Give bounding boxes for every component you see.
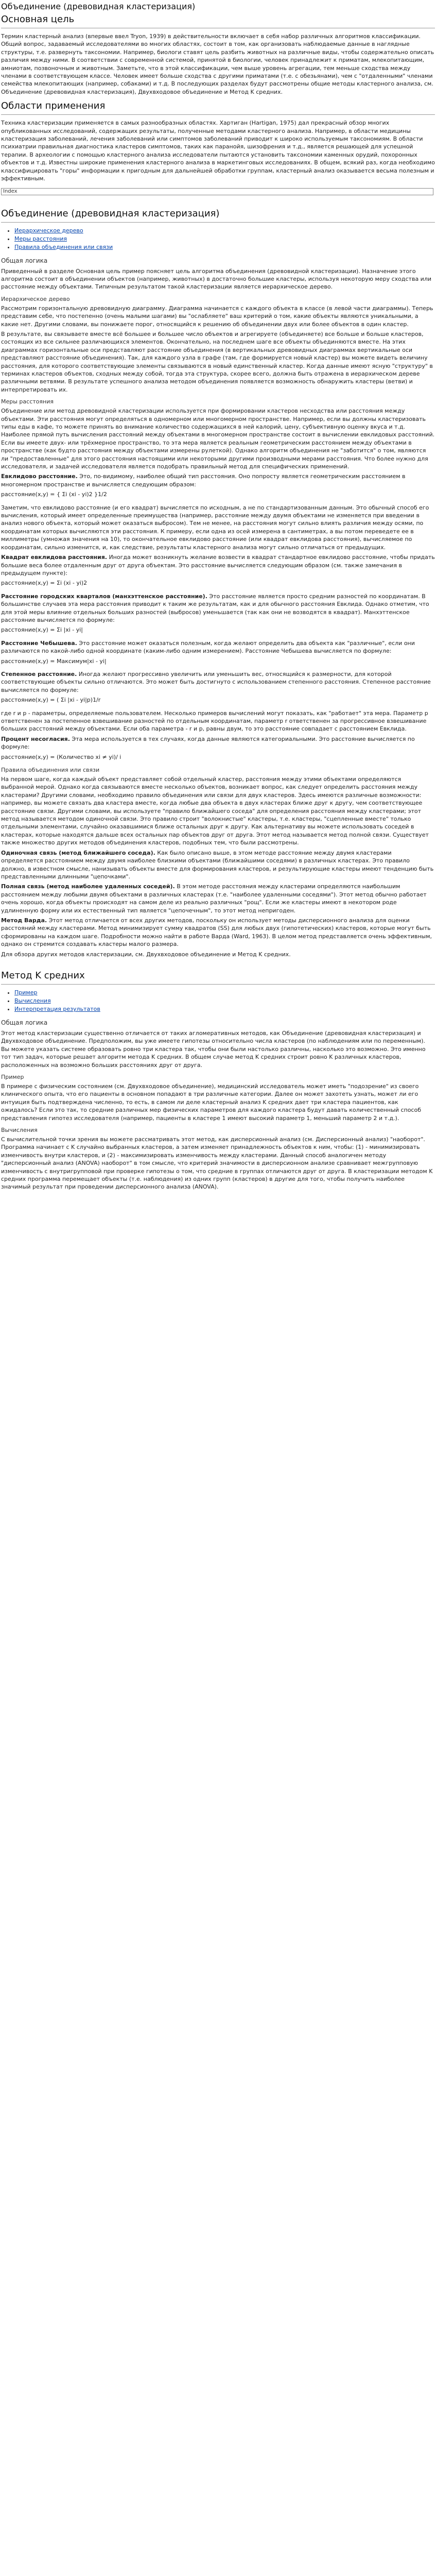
paragraph: В результате, вы связываете вместе всё большее и большее число объектов и агрегируете (объединяете) все больше и больше кластеров, состоящих из все сильнее различающихся элементов. Окончательно, на последнем шаге все объекты объединяются вместе. На этих диаграммах горизонтальные оси представляют расстояние объединения (в вертикальных древовидных диаграммах вертикальные оси представляют расстояние объединения). Так, для каждого узла в графе (там, где формируется новый кластер) вы можете видеть величину расстояния, для которого соответствующие элементы связываются в новый единственный кластер. Когда данные имеют ясную "структуру" в терминах кластеров объектов, сходных между собой, тогда эта структура, скорее всего, должна быть отражена в иерархическом дереве различными ветвями. В результате успешного анализа методом объединения появляется возможность обнаружить кластеры (ветви) и интерпретировать их. <box>1 330 433 393</box>
table-of-contents <box>1 227 435 251</box>
term: Метод Варда. <box>1 917 47 924</box>
subsection-title: Правила объединения или связи <box>1 767 100 774</box>
paragraph: Степенное расстояние. Иногда желают прогрессивно увеличить или уменьшить вес, относящийся к размерности, для которой соответствующие объекты сильно отличаются. Это может быть достигнуто с использованием степенного расстояния. Степенное расстояние вычисляется по формуле: <box>1 670 431 693</box>
page-title: Объединение (древовидная кластеризация) <box>1 2 196 11</box>
paragraph: Квадрат евклидова расстояния. Иногда может возникнуть желание возвести в квадрат стандартное евклидово расстояние, чтобы придать большие веса более отдаленным друг от друга объектам. Это расстояние вычисляется следующим образом (см. также замечания в предыдущем пункте): <box>1 554 435 577</box>
formula: расстояние(x,y) = ( Σi |xi - yi|p)1/r <box>1 697 101 704</box>
toc-link-example[interactable]: Пример <box>14 989 38 996</box>
toc-item <box>14 989 435 997</box>
divider <box>1 114 435 115</box>
formula: расстояние(x,y) = { Σi (xi - yi)2 }1/2 <box>1 491 107 498</box>
toc-link-calculations[interactable]: Вычисления <box>14 997 51 1004</box>
toc-item <box>14 227 435 235</box>
index-search-input[interactable] <box>1 188 433 195</box>
paragraph: Заметим, что евклидово расстояние (и его квадрат) вычисляется по исходным, а не по стандартизованным данным. Это обычный способ его вычисления, который имеет определенные преимущества (например, расстояние между двумя объектами не изменяется при введении в анализ нового объекта, который может оказаться выбросом). Тем не менее, на расстояния могут сильно влиять различия между осями, по координатам которых вычисляются эти расстояния. К примеру, если одна из осей измерена в сантиметрах, а вы потом переведете ее в миллиметры (умножая значения на 10), то окончательное евклидово расстояние (или квадрат евклидова расстояния), вычисляемое по координатам, сильно изменится, и, как следствие, результаты кластерного анализа могут сильно отличаться от предыдущих. <box>1 504 429 551</box>
section-title-main-goal: Основная цель <box>1 14 75 25</box>
subsection-title: Общая логика <box>1 1019 48 1026</box>
subsection-title: Меры расстояния <box>1 398 54 405</box>
paragraph: Полная связь (метод наиболее удаленных соседей). В этом методе расстояния между кластерами определяются наибольшим расстоянием между любыми двумя объектами в различных кластерах (т.е. "наиболее удаленными соседями"). Этот метод обычно работает очень хорошо, когда объекты происходят на самом деле из реально различных "рощ". Если же кластеры имеют в некотором роде удлиненную форму или их естественный тип является "цепочечным", то этот метод непригоден. <box>1 883 427 914</box>
paragraph: Техника кластеризации применяется в самых разнообразных областях. Хартиган (Hartigan, 1975) дал прекрасный обзор многих опубликованных исследований, содержащих результаты, полученные методами кластерного анализа. Например, в области медицины кластеризация заболеваний, лечения заболеваний или симптомов заболеваний приводит к широко используемым таксономиям. В области психиатрии правильная диагностика кластеров симптомов, таких как паранойя, шизофрения и т.д., является решающей для успешной терапии. В археологии с помощью кластерного анализа исследователи пытаются установить таксономии каменных орудий, похоронных объектов и т.д. Известны широкие применения кластерного анализа в маркетинговых исследованиях. В общем, всякий раз, когда необходимо классифицировать "горы" информации к пригодным для дальнейшей обработки группам, кластерный анализ оказывается весьма полезным и эффективным. <box>1 120 435 182</box>
paragraph: Термин кластерный анализ (впервые ввел Tryon, 1939) в действительности включает в себя набор различных алгоритмов классификации. Общий вопрос, задаваемый исследователями во многих областях, состоит в том, как организовать наблюдаемые данные в наглядные структуры, т.е. развернуть таксономии. Например, биологи ставят цель разбить животных на различные виды, чтобы содержательно описать различия между ними. В соответствии с современной системой, принятой в биологии, человек принадлежит к приматам, млекопитающим, амниотам, позвоночным и животным. Заметьте, что в этой классификации, чем выше уровень агрегации, тем меньше сходства между членами в соответствующем классе. Человек имеет больше сходства с другими приматами (т.е. с обезьянами), чем с "отдаленными" членами семейства млекопитающих (например, собаками) и т.д. В последующих разделах будут рассмотрены общие методы кластерного анализа, см. Объединение (древовидная кластеризация), Двухвходовое объединение и Метод K средних. <box>1 33 434 95</box>
toc-item <box>14 235 435 243</box>
toc-link-linkage-rules[interactable]: Правила объединения или связи <box>14 243 113 250</box>
term: Степенное расстояние. <box>1 670 77 677</box>
section-title-applications: Области применения <box>1 100 106 112</box>
toc-link-distance-measures[interactable]: Меры расстояния <box>14 235 67 242</box>
paragraph: На первом шаге, когда каждый объект представляет собой отдельный кластер, расстояния между этими объектами определяются выбранной мерой. Однако когда связываются вместе несколько объектов, возникает вопрос, как следует определить расстояния между кластерами? Другими словами, необходимо правило объединения или связи для двух кластеров. Здесь имеются различные возможности: например, вы можете связать два кластера вместе, когда любые два объекта в двух кластерах ближе друг к другу, чем соответствующее расстояние связи. Другими словами, вы используете "правило ближайшего соседа" для определения расстояния между кластерами; этот метод называется методом одиночной связи. Это правило строит "волокнистые" кластеры, т.е. кластеры, "сцепленные вместе" только отдельными элементами, случайно оказавшимися ближе остальных друг к другу. Как альтернативу вы можете использовать соседей в кластерах, которые находятся дальше всех остальных пар объектов друг от друга. Этот метод называется метод полной связи. Существует также множество других методов объединения кластеров, подобных тем, что были рассмотрены. <box>1 776 429 846</box>
section-title-tree-clustering: Объединение (древовидная кластеризация) <box>1 208 220 219</box>
paragraph: С вычислительной точки зрения вы можете рассматривать этот метод, как дисперсионный анализ (см. Дисперсионный анализ) "наоборот". Программа начинает с K случайно выбранных кластеров, а затем изменяет принадлежность объектов к ним, чтобы: (1) - минимизировать изменчивость внутри кластеров, и (2) - максимизировать изменчивость между кластерами. Данный способ аналогичен методу "дисперсионный анализ (ANOVA) наоборот" в том смысле, что критерий значимости в дисперсионном анализе сравнивает межгрупповую изменчивость с внутригрупповой при проверке гипотезы о том, что средние в группах отличаются друг от друга. В кластеризации методом K средних программа перемещает объекты (т.е. наблюдения) из одних групп (кластеров) в другие для того, чтобы получить наиболее значимый результат при проведении дисперсионного анализа (ANOVA). <box>1 1136 433 1191</box>
subsection-title: Вычисления <box>1 1127 38 1134</box>
paragraph: Для обзора других методов кластеризации, см. Двухвходовое объединение и Метод K средних. <box>1 951 291 958</box>
paragraph: Объединение или метод древовидной кластеризации используется при формировании кластеров несходства или расстояния между объектами. Эти расстояния могут определяться в одномерном или многомерном пространстве. Например, если вы должны кластеризовать типы еды в кафе, то можете принять во внимание количество содержащихся в ней калорий, цену, субъективную оценку вкуса и т.д. Наиболее прямой путь вычисления расстояний между объектами в многомерном пространстве состоит в вычислении евклидовых расстояний. Если вы имеете двух- или трёхмерное пространство, то эта мера является реальным геометрическим расстоянием между объектами в пространстве (как будто расстояния между объектами измерены рулеткой). Однако алгоритм объединения не "заботится" о том, являются ли "предоставленные" для этого расстояния настоящими или некоторыми другими производными мерами расстояния. Что более нужно для исследователя, и задачей исследователя является подобрать правильный метод для специфических применений. <box>1 408 435 470</box>
paragraph: Этот метод кластеризации существенно отличается от таких агломеративных методов, как Объединение (древовидная кластеризация) и Двухвходовое объединение. Предположим, вы уже имеете гипотезы относительно числа кластеров (по наблюдениям или по переменным). Вы можете указать системе образовать ровно три кластера так, чтобы они были настолько различны, насколько это возможно. Это именно тот тип задач, которые решает алгоритм метода K средних. В общем случае метод K средних строит ровно K различных кластеров, расположенных на возможно больших расстояниях друг от друга. <box>1 1029 426 1069</box>
term: Расстояние городских кварталов (манхэттенское расстояние). <box>1 592 207 600</box>
toc-item <box>14 1005 435 1013</box>
term: Одиночная связь (метод ближайшего соседа). <box>1 849 155 856</box>
formula: расстояние(x,y) = Σi (xi - yi)2 <box>1 580 88 587</box>
divider <box>1 984 435 985</box>
subsection-title: Общая логика <box>1 257 48 264</box>
toc-item <box>14 243 435 251</box>
toc-link-hierarchical-tree[interactable]: Иерархическое дерево <box>14 227 83 234</box>
term: Процент несогласия. <box>1 735 70 742</box>
paragraph: Приведенный в разделе Основная цель пример поясняет цель алгоритма объединения (древовидной кластеризации). Назначение этого алгоритма состоит в объединении объектов (например, животных) в достаточно большие кластеры, используя некоторую меру сходства или расстояние между объектами. Типичным результатом такой кластеризации является иерархическое дерево. <box>1 267 432 291</box>
toc-item <box>14 997 435 1005</box>
table-of-contents <box>1 989 435 1013</box>
subsection-title: Иерархическое дерево <box>1 295 70 302</box>
formula: расстояние(x,y) = (Количество xi ≠ yi)/ i <box>1 753 121 760</box>
divider <box>1 222 435 223</box>
paragraph: В примере с физическим состоянием (см. Двухвходовое объединение), медицинский исследователь может иметь "подозрение" из своего клинического опыта, что его пациенты в основном попадают в три различные категории. Далее он может захотеть узнать, может ли его интуиция быть подтверждена численно, то есть, в самом ли деле кластерный анализ K средних дает три кластера пациентов, как ожидалось? Если это так, то средние различных мер физических параметров для каждого кластера будут давать количественный способ представления гипотез исследователя (например, пациенты в кластере 1 имеют высокий параметр 1, меньший параметр 2 и т.д.). <box>1 1083 421 1122</box>
formula: расстояние(x,y) = Максимум|xi - yi| <box>1 657 107 665</box>
paragraph: Метод Варда. Этот метод отличается от всех других методов, поскольку он использует методы дисперсионного анализа для оценки расстояний между кластерами. Метод минимизирует сумму квадратов (SS) для любых двух (гипотетических) кластеров, которые могут быть сформированы на каждом шаге. Подробности можно найти в работе Варда (Ward, 1963). В целом метод представляется очень эффективным, однако он стремится создавать кластеры малого размера. <box>1 917 432 948</box>
page <box>0 0 436 1191</box>
paragraph: Процент несогласия. Эта мера используется в тех случаях, когда данные являются категориальными. Это расстояние вычисляется по формуле: <box>1 735 415 751</box>
toc-link-interpretation[interactable]: Интерпретация результатов <box>14 1005 100 1012</box>
paragraph: Евклидово расстояние. Это, по-видимому, наиболее общий тип расстояния. Оно попросту является геометрическим расстоянием в многомерном пространстве и вычисляется следующим образом: <box>1 473 406 488</box>
formula: расстояние(x,y) = Σi |xi - yi| <box>1 626 83 634</box>
section-title-k-means: Метод K средних <box>1 970 85 981</box>
term: Полная связь (метод наиболее удаленных соседей). <box>1 883 175 890</box>
term: Расстояние Чебышева. <box>1 639 77 647</box>
paragraph: Расстояние городских кварталов (манхэттенское расстояние). Это расстояние является просто средним разностей по координатам. В большинстве случаев эта мера расстояния приводит к таким же результатам, как и для обычного расстояния Евклида. Однако отметим, что для этой меры влияние отдельных больших разностей (выбросов) уменьшается (так как они не возводятся в квадрат). Манхэттенское расстояние вычисляется по формуле: <box>1 592 429 623</box>
term: Квадрат евклидова расстояния. <box>1 554 107 561</box>
paragraph: Расстояние Чебышева. Это расстояние может оказаться полезным, когда желают определить два объекта как "различные", если они различаются по какой-либо одной координате (каким-либо одним измерением). Расстояние Чебышева вычисляется по формуле: <box>1 639 415 655</box>
paragraph: где r и p - параметры, определяемые пользователем. Несколько примеров вычислений могут показать, как "работает" эта мера. Параметр p ответственен за постепенное взвешивание разностей по отдельным координатам, параметр r ответственен за прогрессивное взвешивание больших расстояний между объектами. Если оба параметра - r и p, равны двум, то это расстояние совпадает с расстоянием Евклида. <box>1 709 428 733</box>
subsection-title: Пример <box>1 1074 24 1080</box>
paragraph: Рассмотрим горизонтальную древовидную диаграмму. Диаграмма начинается с каждого объекта в классе (в левой части диаграммы). Теперь представим себе, что постепенно (очень малыми шагами) вы "ослабляете" ваш критерий о том, какие объекты являются уникальными, а какие нет. Другими словами, вы понижаете порог, относящийся к решению об объединении двух или более объектов в один кластер. <box>1 304 433 328</box>
paragraph: Одиночная связь (метод ближайшего соседа). Как было описано выше, в этом методе расстояние между двумя кластерами определяется расстоянием между двумя наиболее близкими объектами (ближайшими соседями) в различных кластерах. Это правило должно, в известном смысле, нанизывать объекты вместе для формирования кластеров, и результирующие кластеры имеют тенденцию быть представленными длинными "цепочками". <box>1 849 434 880</box>
term: Евклидово расстояние. <box>1 473 78 480</box>
